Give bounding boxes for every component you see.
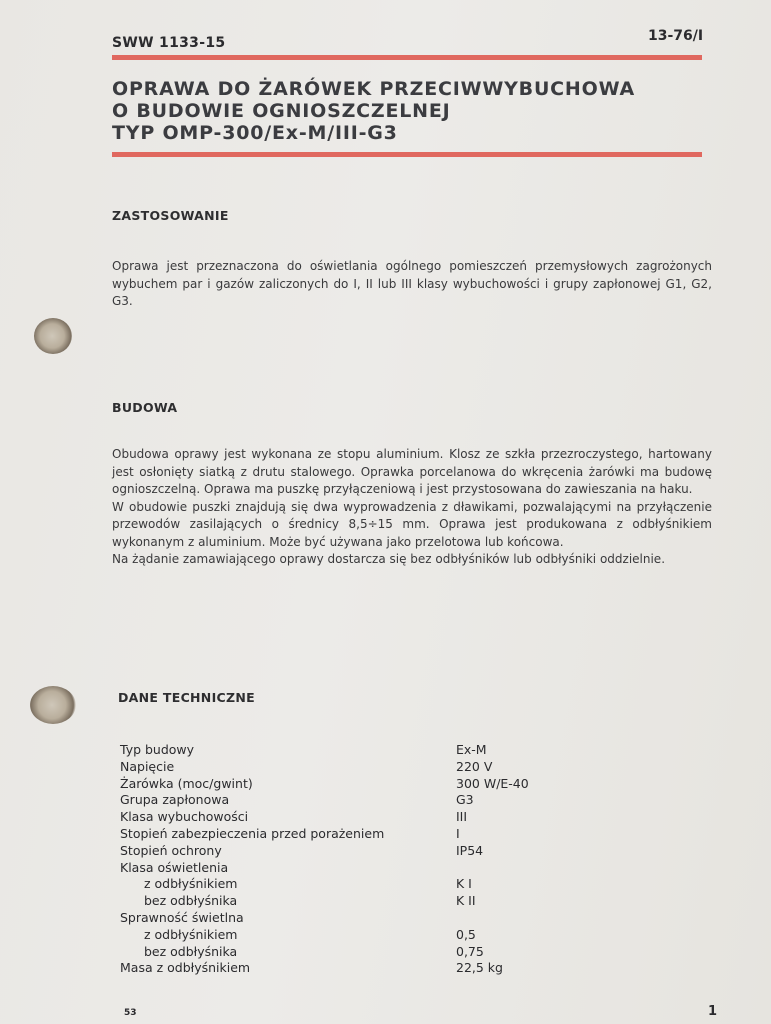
spec-value: 220 V <box>456 758 493 774</box>
header-rule-bottom <box>112 152 702 157</box>
spec-row <box>120 826 600 843</box>
spec-label: Napięcie <box>120 758 175 774</box>
spec-value: I <box>456 825 460 841</box>
spec-value: 22,5 kg <box>456 960 503 976</box>
spec-label: Sprawność świetlna <box>120 909 244 925</box>
sheet-number: 13-76/I <box>648 28 704 44</box>
spec-value: K II <box>456 893 476 909</box>
spec-label: Stopień zabezpieczenia przed porażeniem <box>120 825 385 841</box>
spec-row <box>120 792 600 809</box>
spec-row <box>120 893 600 910</box>
spec-row <box>120 876 600 893</box>
section-heading-budowa: BUDOWA <box>112 400 178 415</box>
spec-row <box>120 843 600 860</box>
section-body-budowa <box>112 446 712 569</box>
paragraph: W obudowie puszki znajdują się dwa wyprowadzenia z dławikami, pozwalającymi na przyłączenie przewodów zasilających o średnicy 8,5÷15 mm. Oprawa jest produkowana z odbłyśnikiem wykonanym z aluminium. Może być używana jako przelotowa lub końcowa. <box>112 499 712 549</box>
spec-row <box>120 776 600 793</box>
section-body-zastosowanie <box>112 258 712 311</box>
title-line: O BUDOWIE OGNIOSZCZELNEJ <box>112 100 451 122</box>
spec-value: G3 <box>456 792 474 808</box>
title-line: TYP OMP-300/Ex-M/III-G3 <box>112 122 398 144</box>
spec-label: Grupa zapłonowa <box>120 792 230 808</box>
footer-mark: 53 <box>124 1008 137 1018</box>
header-rule-top <box>112 55 702 60</box>
title-line: OPRAWA DO ŻARÓWEK PRZECIWWYBUCHOWA <box>112 78 635 100</box>
section-heading-zastosowanie: ZASTOSOWANIE <box>112 208 229 223</box>
spec-value: IP54 <box>456 842 484 858</box>
section-heading-dane: DANE TECHNICZNE <box>118 690 255 705</box>
spec-row <box>120 759 600 776</box>
spec-label: Typ budowy <box>120 742 195 757</box>
spec-row <box>120 944 600 961</box>
spec-row <box>120 860 600 877</box>
spec-value: 300 W/E-40 <box>456 775 529 791</box>
spec-value: K I <box>456 876 472 892</box>
spec-value: Ex-M <box>456 742 487 757</box>
punch-hole <box>30 686 76 724</box>
spec-value: 0,75 <box>456 943 484 959</box>
spec-label: Stopień ochrony <box>120 842 222 858</box>
document-title <box>112 78 635 144</box>
spec-label: Żarówka (moc/gwint) <box>120 775 253 791</box>
spec-row <box>120 960 600 977</box>
spec-value: III <box>456 809 468 825</box>
spec-row <box>120 910 600 927</box>
spec-label: Klasa wybuchowości <box>120 809 249 825</box>
paragraph: Oprawa jest przeznaczona do oświetlania ogólnego pomieszczeń przemysłowych zagrożonych wybuchem par i gazów zaliczonych do I, II lub III klasy wybuchowości i grupy zapłonowej G1, G2, G3. <box>112 259 712 308</box>
spec-label: Klasa oświetlenia <box>120 859 229 875</box>
paragraph: Obudowa oprawy jest wykonana ze stopu aluminium. Klosz ze szkła przezroczystego, hartowany jest osłonięty siatką z drutu stalowego. Oprawka porcelanowa do wkręcenia żarówki ma budowę ognioszczelną. Oprawa ma puszkę przyłączeniową i jest przystosowana do zawieszania na haku. <box>112 447 712 496</box>
spec-label: Masa z odbłyśnikiem <box>120 960 251 976</box>
spec-row <box>120 927 600 944</box>
paragraph: Na żądanie zamawiającego oprawy dostarcza się bez odbłyśników lub odbłyśniki oddzielnie. <box>112 552 666 566</box>
spec-label: bez odbłyśnika <box>144 943 238 959</box>
spec-label: bez odbłyśnika <box>144 893 238 909</box>
standard-code: SWW 1133-15 <box>112 35 226 51</box>
spec-row <box>120 742 600 759</box>
spec-row <box>120 809 600 826</box>
spec-table <box>120 742 600 977</box>
punch-hole <box>34 318 72 354</box>
page-number: 1 <box>708 1004 718 1019</box>
spec-value: 0,5 <box>456 926 476 942</box>
spec-label: z odbłyśnikiem <box>144 926 238 942</box>
spec-label: z odbłyśnikiem <box>144 876 238 892</box>
